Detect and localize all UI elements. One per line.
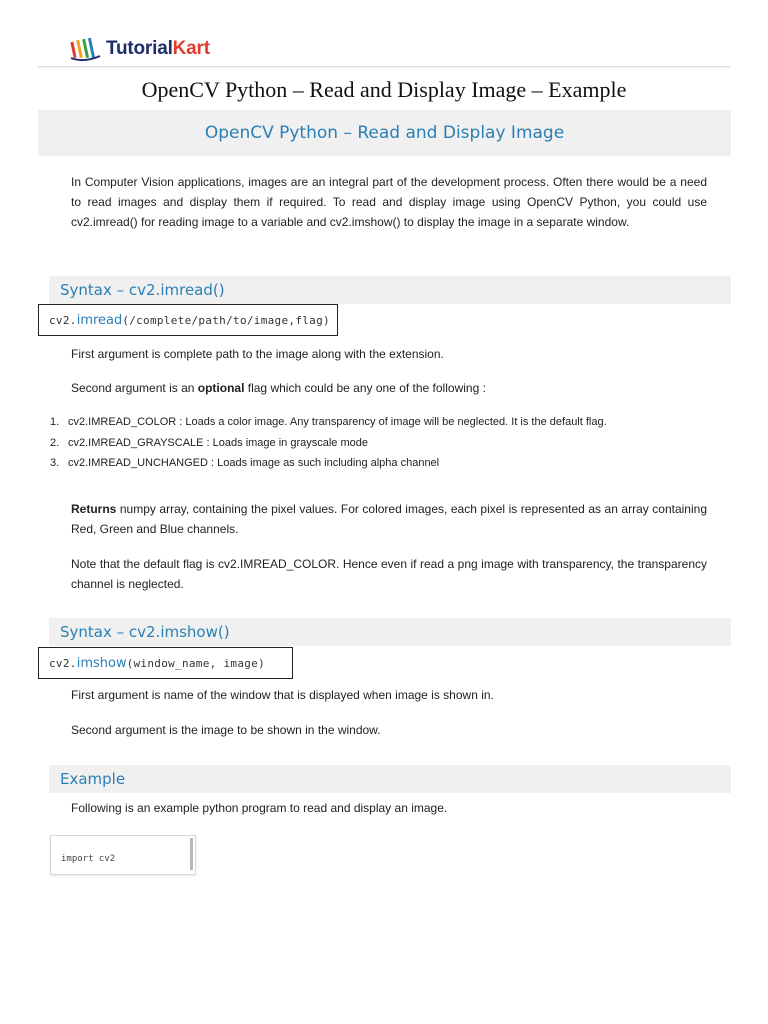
tutorialkart-logo[interactable] <box>70 36 210 62</box>
code-function-name: imshow <box>76 655 127 671</box>
section-heading-imread: Syntax – cv2.imread() <box>49 276 731 304</box>
article-title-banner: OpenCV Python – Read and Display Image <box>38 110 731 156</box>
default-flag-note: Note that the default flag is cv2.IMREAD_COLOR. Hence even if read a png image with transparency, the transparency channel is neglected. <box>71 557 707 591</box>
optional-emphasis: optional <box>197 381 245 395</box>
code-prefix: cv2. <box>49 656 77 670</box>
imread-flags-list <box>50 412 730 474</box>
imshow-syntax-code <box>38 647 293 679</box>
section-heading-example: Example <box>49 765 731 793</box>
code-scrollbar[interactable] <box>190 838 193 870</box>
code-arguments: (/complete/path/to/image,flag) <box>122 313 330 327</box>
list-item: 3. cv2.IMREAD_UNCHANGED : Loads image as such including alpha channel <box>50 457 440 469</box>
code-function-name: imread <box>76 312 123 328</box>
example-code-block[interactable] <box>50 835 196 875</box>
list-item: 2. cv2.IMREAD_GRAYSCALE : Loads image in grayscale mode <box>50 436 368 449</box>
returns-paragraph: Returns numpy array, containing the pixel values. For colored images, each pixel is represented as an array containing Red, Green and Blue channels. <box>71 502 707 536</box>
imshow-second-argument: Second argument is the image to be shown in the window. <box>71 723 381 737</box>
list-item: 1. cv2.IMREAD_COLOR : Loads a color image. Any transparency of image will be neglected. It is the default flag. <box>50 416 607 428</box>
imread-first-argument: First argument is complete path to the image along with the extension. <box>71 347 444 361</box>
code-prefix: cv2. <box>49 313 77 327</box>
example-intro: Following is an example python program to read and display an image. <box>71 801 448 815</box>
imread-second-argument: Second argument is an optional flag which could be any one of the following : <box>71 381 486 395</box>
header-shadow <box>38 67 730 69</box>
returns-label: Returns <box>71 502 117 516</box>
imread-syntax-code <box>38 304 338 336</box>
section-heading-imshow: Syntax – cv2.imshow() <box>49 618 731 646</box>
intro-paragraph: In Computer Vision applications, images are an integral part of the development process. Often there would be a need to read images and display them if required. To read and display image using OpenCV Python, you could use cv2.imread() for reading image to a variable and cv2.imshow() to display the image in a separate window. <box>71 175 707 229</box>
imshow-first-argument: First argument is name of the window that is displayed when image is shown in. <box>71 688 494 702</box>
document-title: OpenCV Python – Read and Display Image – Example <box>141 77 627 102</box>
logo-text: TutorialKart <box>106 38 210 59</box>
code-arguments: (window_name, image) <box>126 656 266 670</box>
logo-bars-icon <box>70 36 104 62</box>
code-line: import cv2 <box>61 854 116 864</box>
